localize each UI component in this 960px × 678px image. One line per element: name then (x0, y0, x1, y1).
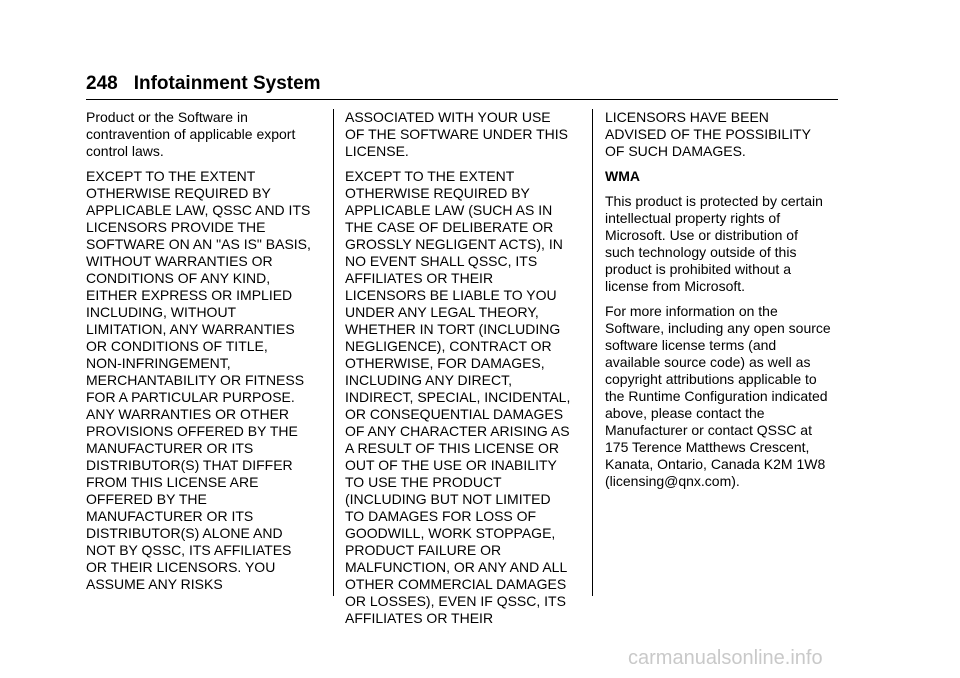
text-line: MERCHANTABILITY OR FITNESS (86, 372, 305, 388)
text-line: OTHERWISE REQUIRED BY (345, 185, 530, 201)
text-line: For more information on the (605, 303, 778, 319)
text-line: FROM THIS LICENSE ARE (86, 474, 259, 490)
text-line: APPLICABLE LAW, QSSC AND ITS (86, 202, 311, 218)
text-line: software license terms (and (605, 337, 777, 353)
text-line: LICENSE. (345, 143, 409, 159)
text-line: Product or the Software in (86, 109, 248, 125)
text-line: OTHERWISE, FOR DAMAGES, (345, 355, 545, 371)
page-title: Infotainment System (133, 73, 321, 94)
text-line: PRODUCT FAILURE OR (345, 542, 502, 558)
text-line: available source code) as well as (605, 354, 811, 370)
page-number: 248 (86, 73, 118, 94)
text-line: license from Microsoft. (605, 278, 746, 294)
text-line: intellectual property rights of (605, 210, 781, 226)
text-line: WHETHER IN TORT (INCLUDING (345, 321, 561, 337)
text-line: OFFERED BY THE (86, 491, 207, 507)
text-line: OTHERWISE REQUIRED BY (86, 185, 271, 201)
paragraph (86, 109, 330, 160)
text-line: UNDER ANY LEGAL THEORY, (345, 304, 539, 320)
text-column-1 (86, 109, 330, 601)
text-line: Manufacturer or contact QSSC at (605, 422, 812, 438)
section-heading: WMA (605, 168, 640, 184)
text-line: (INCLUDING BUT NOT LIMITED (345, 491, 551, 507)
text-line: the Runtime Configuration indicated (605, 388, 828, 404)
header-rule (86, 99, 838, 100)
text-line: such technology outside of this (605, 244, 797, 260)
text-line: APPLICABLE LAW (SUCH AS IN (345, 202, 553, 218)
text-line: EXCEPT TO THE EXTENT (345, 168, 515, 184)
text-line: FOR A PARTICULAR PURPOSE. (86, 389, 295, 405)
paragraph (86, 168, 330, 593)
text-line: LICENSORS PROVIDE THE (86, 219, 266, 235)
text-line: NOT BY QSSC, ITS AFFILIATES (86, 542, 292, 558)
text-line: INCLUDING ANY DIRECT, (345, 372, 512, 388)
text-line: PROVISIONS OFFERED BY THE (86, 423, 298, 439)
text-line: OR THEIR LICENSORS. YOU (86, 559, 276, 575)
text-line: (licensing@qnx.com). (605, 473, 740, 489)
column-divider (592, 109, 593, 596)
text-line: LICENSORS BE LIABLE TO YOU (345, 287, 557, 303)
text-line: OUT OF THE USE OR INABILITY (345, 457, 557, 473)
text-line: LIMITATION, ANY WARRANTIES (86, 321, 295, 337)
text-line: NON-INFRINGEMENT, (86, 355, 231, 371)
text-line: contravention of applicable export (86, 126, 296, 142)
text-line: ADVISED OF THE POSSIBILITY (605, 126, 811, 142)
text-line: MANUFACTURER OR ITS (86, 508, 254, 524)
text-line: CONDITIONS OF ANY KIND, (86, 270, 271, 286)
text-line: ANY WARRANTIES OR OTHER (86, 406, 290, 422)
text-line: control laws. (86, 143, 164, 159)
text-line: MANUFACTURER OR ITS (86, 440, 254, 456)
text-line: INDIRECT, SPECIAL, INCIDENTAL, (345, 389, 571, 405)
text-line: Software, including any open source (605, 320, 831, 336)
text-line: MALFUNCTION, OR ANY AND ALL (345, 559, 568, 575)
text-line: Kanata, Ontario, Canada K2M 1W8 (605, 456, 826, 472)
text-line: NO EVENT SHALL QSSC, ITS (345, 253, 538, 269)
paragraph (345, 109, 589, 160)
text-line: TO USE THE PRODUCT (345, 474, 502, 490)
text-line: OR CONSEQUENTIAL DAMAGES (345, 406, 564, 422)
text-line: OF THE SOFTWARE UNDER THIS (345, 126, 568, 142)
text-line: EITHER EXPRESS OR IMPLIED (86, 287, 293, 303)
text-line: DISTRIBUTOR(S) ALONE AND (86, 525, 283, 541)
paragraph (605, 303, 849, 490)
text-line: NEGLIGENCE), CONTRACT OR (345, 338, 552, 354)
paragraph (605, 193, 849, 295)
text-line: TO DAMAGES FOR LOSS OF (345, 508, 537, 524)
text-line: THE CASE OF DELIBERATE OR (345, 219, 554, 235)
text-line: EXCEPT TO THE EXTENT (86, 168, 256, 184)
text-line: GOODWILL, WORK STOPPAGE, (345, 525, 556, 541)
text-line: A RESULT OF THIS LICENSE OR (345, 440, 559, 456)
text-line: LICENSORS HAVE BEEN (605, 109, 769, 125)
paragraph (345, 168, 589, 627)
page-header (86, 72, 321, 96)
text-line: OTHER COMMERCIAL DAMAGES (345, 576, 567, 592)
text-line: Microsoft. Use or distribution of (605, 227, 798, 243)
text-line: DISTRIBUTOR(S) THAT DIFFER (86, 457, 293, 473)
text-column-3 (605, 109, 849, 498)
text-line: This product is protected by certain (605, 193, 823, 209)
text-line: SOFTWARE ON AN "AS IS" BASIS, (86, 236, 311, 252)
text-line: OR CONDITIONS OF TITLE, (86, 338, 268, 354)
text-line: INCLUDING, WITHOUT (86, 304, 237, 320)
text-line: AFFILIATES OR THEIR (345, 270, 494, 286)
text-line: WITHOUT WARRANTIES OR (86, 253, 273, 269)
text-line: OF SUCH DAMAGES. (605, 143, 746, 159)
text-line: above, please contact the (605, 405, 765, 421)
text-line: GROSSLY NEGLIGENT ACTS), IN (345, 236, 563, 252)
text-line: AFFILIATES OR THEIR (345, 610, 494, 626)
text-line: product is prohibited without a (605, 261, 791, 277)
text-line: OR LOSSES), EVEN IF QSSC, ITS (345, 593, 566, 609)
paragraph (605, 109, 849, 160)
text-column-2 (345, 109, 589, 635)
text-line: 175 Terence Matthews Crescent, (605, 439, 810, 455)
text-line: copyright attributions applicable to (605, 371, 817, 387)
column-divider (333, 109, 334, 596)
text-line: ASSUME ANY RISKS (86, 576, 223, 592)
watermark: carmanualsonline.info (628, 647, 823, 669)
text-line: ASSOCIATED WITH YOUR USE (345, 109, 551, 125)
text-line: OF ANY CHARACTER ARISING AS (345, 423, 570, 439)
